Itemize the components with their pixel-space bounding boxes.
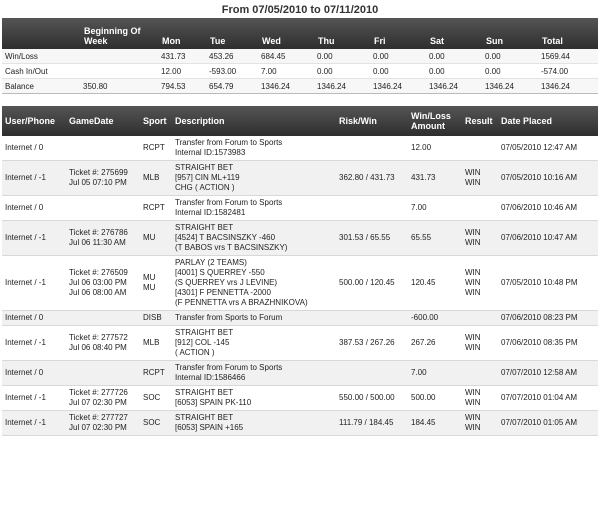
description-line: [912] COL -145 bbox=[175, 338, 230, 347]
table-row bbox=[2, 326, 598, 361]
summary-header-cell: Tue bbox=[206, 18, 258, 49]
cell-game-date bbox=[66, 386, 140, 411]
cell-sport bbox=[140, 256, 172, 311]
cell-result bbox=[462, 326, 498, 361]
summary-header-cell: Mon bbox=[158, 18, 206, 49]
result-line: WIN bbox=[465, 423, 481, 432]
result-line: WIN bbox=[465, 178, 481, 187]
summary-cell: 1569.44 bbox=[538, 49, 598, 64]
cell-user: Internet / 0 bbox=[2, 361, 66, 386]
cell-description bbox=[172, 161, 336, 196]
summary-header-cell: Sat bbox=[426, 18, 482, 49]
cell-game-date bbox=[66, 161, 140, 196]
cell-win-loss-amount: 431.73 bbox=[408, 161, 462, 196]
result-line: WIN bbox=[465, 288, 481, 297]
summary-cell: -574.00 bbox=[538, 64, 598, 79]
cell-risk-win bbox=[336, 361, 408, 386]
summary-cell: 1346.24 bbox=[426, 79, 482, 94]
sport-line: RCPT bbox=[143, 368, 165, 377]
cell-result bbox=[462, 196, 498, 221]
cell-win-loss-amount: 267.26 bbox=[408, 326, 462, 361]
cell-sport bbox=[140, 196, 172, 221]
cell-risk-win: 301.53 / 65.55 bbox=[336, 221, 408, 256]
cell-description bbox=[172, 326, 336, 361]
game-date-line: Jul 07 02:30 PM bbox=[69, 398, 127, 407]
sport-line: RCPT bbox=[143, 203, 165, 212]
cell-result bbox=[462, 161, 498, 196]
sport-line: MU bbox=[143, 233, 156, 242]
description-line: Transfer from Forum to Sports bbox=[175, 363, 283, 372]
summary-header-cell: Beginning Of Week bbox=[80, 18, 158, 49]
cell-result bbox=[462, 361, 498, 386]
cell-description bbox=[172, 411, 336, 436]
cell-sport bbox=[140, 311, 172, 326]
description-line: [4001] S QUERREY -550 bbox=[175, 268, 265, 277]
cell-user: Internet / 0 bbox=[2, 136, 66, 161]
summary-cell: 1346.24 bbox=[482, 79, 538, 94]
cell-risk-win bbox=[336, 311, 408, 326]
cell-risk-win: 362.80 / 431.73 bbox=[336, 161, 408, 196]
cell-risk-win: 111.79 / 184.45 bbox=[336, 411, 408, 436]
cell-sport bbox=[140, 136, 172, 161]
summary-cell: 794.53 bbox=[158, 79, 206, 94]
cell-game-date bbox=[66, 136, 140, 161]
description-line: STRAIGHT BET bbox=[175, 163, 234, 172]
summary-cell: 0.00 bbox=[482, 64, 538, 79]
table-row bbox=[2, 221, 598, 256]
summary-header-cell: Total bbox=[538, 18, 598, 49]
table-row bbox=[2, 386, 598, 411]
game-date-line: Jul 05 07:10 PM bbox=[69, 178, 127, 187]
description-line: [6053] SPAIN PK-110 bbox=[175, 398, 252, 407]
cell-result bbox=[462, 311, 498, 326]
summary-row bbox=[2, 49, 598, 64]
cell-user: Internet / -1 bbox=[2, 326, 66, 361]
cell-win-loss-amount: 500.00 bbox=[408, 386, 462, 411]
description-line: (S QUERREY vrs J LEVINE) bbox=[175, 278, 278, 287]
result-line: WIN bbox=[465, 228, 481, 237]
cell-description bbox=[172, 221, 336, 256]
description-line: [957] CIN ML+119 bbox=[175, 173, 240, 182]
result-line: WIN bbox=[465, 268, 481, 277]
cell-date-placed: 07/05/2010 10:16 AM bbox=[498, 161, 598, 196]
cell-result bbox=[462, 136, 498, 161]
description-line: Transfer from Forum to Sports bbox=[175, 198, 283, 207]
summary-cell: 7.00 bbox=[258, 64, 314, 79]
summary-cell: 0.00 bbox=[426, 64, 482, 79]
summary-cell bbox=[80, 64, 158, 79]
summary-cell: 1346.24 bbox=[314, 79, 370, 94]
summary-row-label: Cash In/Out bbox=[2, 64, 80, 79]
game-date-line: Jul 06 11:30 AM bbox=[69, 238, 126, 247]
game-date-line: Ticket #: 275699 bbox=[69, 168, 128, 177]
sport-line: SOC bbox=[143, 418, 161, 427]
column-header-user: User/Phone bbox=[2, 106, 66, 136]
cell-risk-win bbox=[336, 136, 408, 161]
description-line: STRAIGHT BET bbox=[175, 388, 234, 397]
summary-cell: 0.00 bbox=[426, 49, 482, 64]
sport-line: RCPT bbox=[143, 143, 165, 152]
summary-cell: 0.00 bbox=[482, 49, 538, 64]
cell-user: Internet / -1 bbox=[2, 221, 66, 256]
game-date-line: Ticket #: 276786 bbox=[69, 228, 128, 237]
game-date-line: Ticket #: 277727 bbox=[69, 413, 128, 422]
cell-user: Internet / -1 bbox=[2, 411, 66, 436]
cell-date-placed: 07/05/2010 12:47 AM bbox=[498, 136, 598, 161]
cell-risk-win: 500.00 / 120.45 bbox=[336, 256, 408, 311]
summary-cell: 654.79 bbox=[206, 79, 258, 94]
column-header-sport: Sport bbox=[140, 106, 172, 136]
result-line: WIN bbox=[465, 398, 481, 407]
result-line: WIN bbox=[465, 168, 481, 177]
cell-user: Internet / -1 bbox=[2, 256, 66, 311]
description-line: ( ACTION ) bbox=[175, 348, 215, 357]
cell-user: Internet / -1 bbox=[2, 161, 66, 196]
cell-risk-win: 550.00 / 500.00 bbox=[336, 386, 408, 411]
result-line: WIN bbox=[465, 278, 481, 287]
description-line: Internal ID:1582481 bbox=[175, 208, 246, 217]
description-line: [4301] F PENNETTA -2000 bbox=[175, 288, 271, 297]
summary-header-cell: Wed bbox=[258, 18, 314, 49]
summary-row bbox=[2, 64, 598, 79]
cell-sport bbox=[140, 221, 172, 256]
cell-user: Internet / 0 bbox=[2, 196, 66, 221]
cell-risk-win bbox=[336, 196, 408, 221]
cell-description bbox=[172, 311, 336, 326]
game-date-line: Ticket #: 277572 bbox=[69, 333, 128, 342]
result-line: WIN bbox=[465, 238, 481, 247]
sport-line: MLB bbox=[143, 173, 160, 182]
cell-description bbox=[172, 256, 336, 311]
cell-date-placed: 07/07/2010 01:04 AM bbox=[498, 386, 598, 411]
game-date-line: Jul 06 08:40 PM bbox=[69, 343, 127, 352]
summary-header-cell: Fri bbox=[370, 18, 426, 49]
summary-cell: 1346.24 bbox=[370, 79, 426, 94]
cell-game-date bbox=[66, 311, 140, 326]
cell-sport bbox=[140, 386, 172, 411]
cell-game-date bbox=[66, 326, 140, 361]
summary-row-label: Balance bbox=[2, 79, 80, 94]
cell-result bbox=[462, 386, 498, 411]
description-line: (T BABOS vrs T BACSINSZKY) bbox=[175, 243, 288, 252]
cell-result bbox=[462, 411, 498, 436]
cell-risk-win: 387.53 / 267.26 bbox=[336, 326, 408, 361]
cell-description bbox=[172, 136, 336, 161]
sport-line: SOC bbox=[143, 393, 161, 402]
result-line: WIN bbox=[465, 413, 481, 422]
summary-header-row bbox=[2, 18, 598, 49]
summary-cell: 0.00 bbox=[370, 49, 426, 64]
cell-sport bbox=[140, 411, 172, 436]
cell-result bbox=[462, 256, 498, 311]
summary-row-label: Win/Loss bbox=[2, 49, 80, 64]
cell-win-loss-amount: 7.00 bbox=[408, 196, 462, 221]
cell-date-placed: 07/07/2010 01:05 AM bbox=[498, 411, 598, 436]
description-line: (F PENNETTA vrs A BRAZHNIKOVA) bbox=[175, 298, 308, 307]
description-line: STRAIGHT BET bbox=[175, 328, 234, 337]
summary-row bbox=[2, 79, 598, 94]
result-line: WIN bbox=[465, 333, 481, 342]
cell-sport bbox=[140, 361, 172, 386]
cell-game-date bbox=[66, 411, 140, 436]
game-date-line: Jul 06 08:00 AM bbox=[69, 288, 127, 297]
cell-sport bbox=[140, 326, 172, 361]
table-row bbox=[2, 411, 598, 436]
cell-game-date bbox=[66, 196, 140, 221]
cell-win-loss-amount: 7.00 bbox=[408, 361, 462, 386]
cell-description bbox=[172, 361, 336, 386]
summary-header-cell bbox=[2, 18, 80, 49]
cell-game-date bbox=[66, 256, 140, 311]
result-line: WIN bbox=[465, 388, 481, 397]
sport-line: MU bbox=[143, 273, 156, 282]
column-header-date-placed: Date Placed bbox=[498, 106, 598, 136]
cell-result bbox=[462, 221, 498, 256]
game-date-line: Ticket #: 277726 bbox=[69, 388, 128, 397]
cell-win-loss-amount: 184.45 bbox=[408, 411, 462, 436]
description-line: Transfer from Forum to Sports bbox=[175, 138, 283, 147]
description-line: PARLAY (2 TEAMS) bbox=[175, 258, 247, 267]
description-line: CHG ( ACTION ) bbox=[175, 183, 235, 192]
description-line: Internal ID:1573983 bbox=[175, 148, 246, 157]
column-header-result: Result bbox=[462, 106, 498, 136]
table-row bbox=[2, 161, 598, 196]
table-row bbox=[2, 256, 598, 311]
summary-cell bbox=[80, 49, 158, 64]
cell-description bbox=[172, 196, 336, 221]
cell-date-placed: 07/06/2010 08:23 PM bbox=[498, 311, 598, 326]
description-line: Transfer from Sports to Forum bbox=[175, 313, 283, 322]
table-row bbox=[2, 136, 598, 161]
summary-cell: 0.00 bbox=[370, 64, 426, 79]
cell-win-loss-amount: -600.00 bbox=[408, 311, 462, 326]
game-date-line: Jul 06 03:00 PM bbox=[69, 278, 127, 287]
sport-line: DISB bbox=[143, 313, 162, 322]
cell-win-loss-amount: 12.00 bbox=[408, 136, 462, 161]
column-header-win-loss-amount: Win/Loss Amount bbox=[408, 106, 462, 136]
result-line: WIN bbox=[465, 343, 481, 352]
cell-description bbox=[172, 386, 336, 411]
description-line: [4524] T BACSINSZKY -460 bbox=[175, 233, 276, 242]
description-line: STRAIGHT BET bbox=[175, 413, 234, 422]
summary-cell: 0.00 bbox=[314, 49, 370, 64]
summary-cell: 684.45 bbox=[258, 49, 314, 64]
table-row bbox=[2, 196, 598, 221]
summary-cell: 453.26 bbox=[206, 49, 258, 64]
table-row bbox=[2, 311, 598, 326]
summary-cell: 12.00 bbox=[158, 64, 206, 79]
cell-win-loss-amount: 120.45 bbox=[408, 256, 462, 311]
summary-cell: -593.00 bbox=[206, 64, 258, 79]
cell-user: Internet / -1 bbox=[2, 386, 66, 411]
cell-win-loss-amount: 65.55 bbox=[408, 221, 462, 256]
column-header-risk-win: Risk/Win bbox=[336, 106, 408, 136]
summary-cell: 1346.24 bbox=[258, 79, 314, 94]
transactions-header-row bbox=[2, 106, 598, 136]
cell-date-placed: 07/06/2010 10:47 AM bbox=[498, 221, 598, 256]
table-row bbox=[2, 361, 598, 386]
summary-header-cell: Sun bbox=[482, 18, 538, 49]
cell-date-placed: 07/06/2010 08:35 PM bbox=[498, 326, 598, 361]
page-title: From 07/05/2010 to 07/11/2010 bbox=[221, 4, 379, 16]
summary-cell: 350.80 bbox=[80, 79, 158, 94]
description-line: Internal ID:1586466 bbox=[175, 373, 246, 382]
weekly-summary-table bbox=[2, 18, 598, 94]
column-header-game-date: GameDate bbox=[66, 106, 140, 136]
column-header-description: Description bbox=[172, 106, 336, 136]
cell-game-date bbox=[66, 361, 140, 386]
game-date-line: Ticket #: 276509 bbox=[69, 268, 128, 277]
cell-date-placed: 07/07/2010 12:58 AM bbox=[498, 361, 598, 386]
sport-line: MU bbox=[143, 283, 156, 292]
summary-header-cell: Thu bbox=[314, 18, 370, 49]
summary-cell: 431.73 bbox=[158, 49, 206, 64]
summary-cell: 1346.24 bbox=[538, 79, 598, 94]
cell-user: Internet / 0 bbox=[2, 311, 66, 326]
description-line: [6053] SPAIN +165 bbox=[175, 423, 244, 432]
summary-cell: 0.00 bbox=[314, 64, 370, 79]
sport-line: MLB bbox=[143, 338, 160, 347]
cell-game-date bbox=[66, 221, 140, 256]
transactions-table bbox=[2, 106, 598, 436]
game-date-line: Jul 07 02:30 PM bbox=[69, 423, 127, 432]
description-line: STRAIGHT BET bbox=[175, 223, 234, 232]
cell-sport bbox=[140, 161, 172, 196]
cell-date-placed: 07/06/2010 10:46 AM bbox=[498, 196, 598, 221]
cell-date-placed: 07/05/2010 10:48 PM bbox=[498, 256, 598, 311]
